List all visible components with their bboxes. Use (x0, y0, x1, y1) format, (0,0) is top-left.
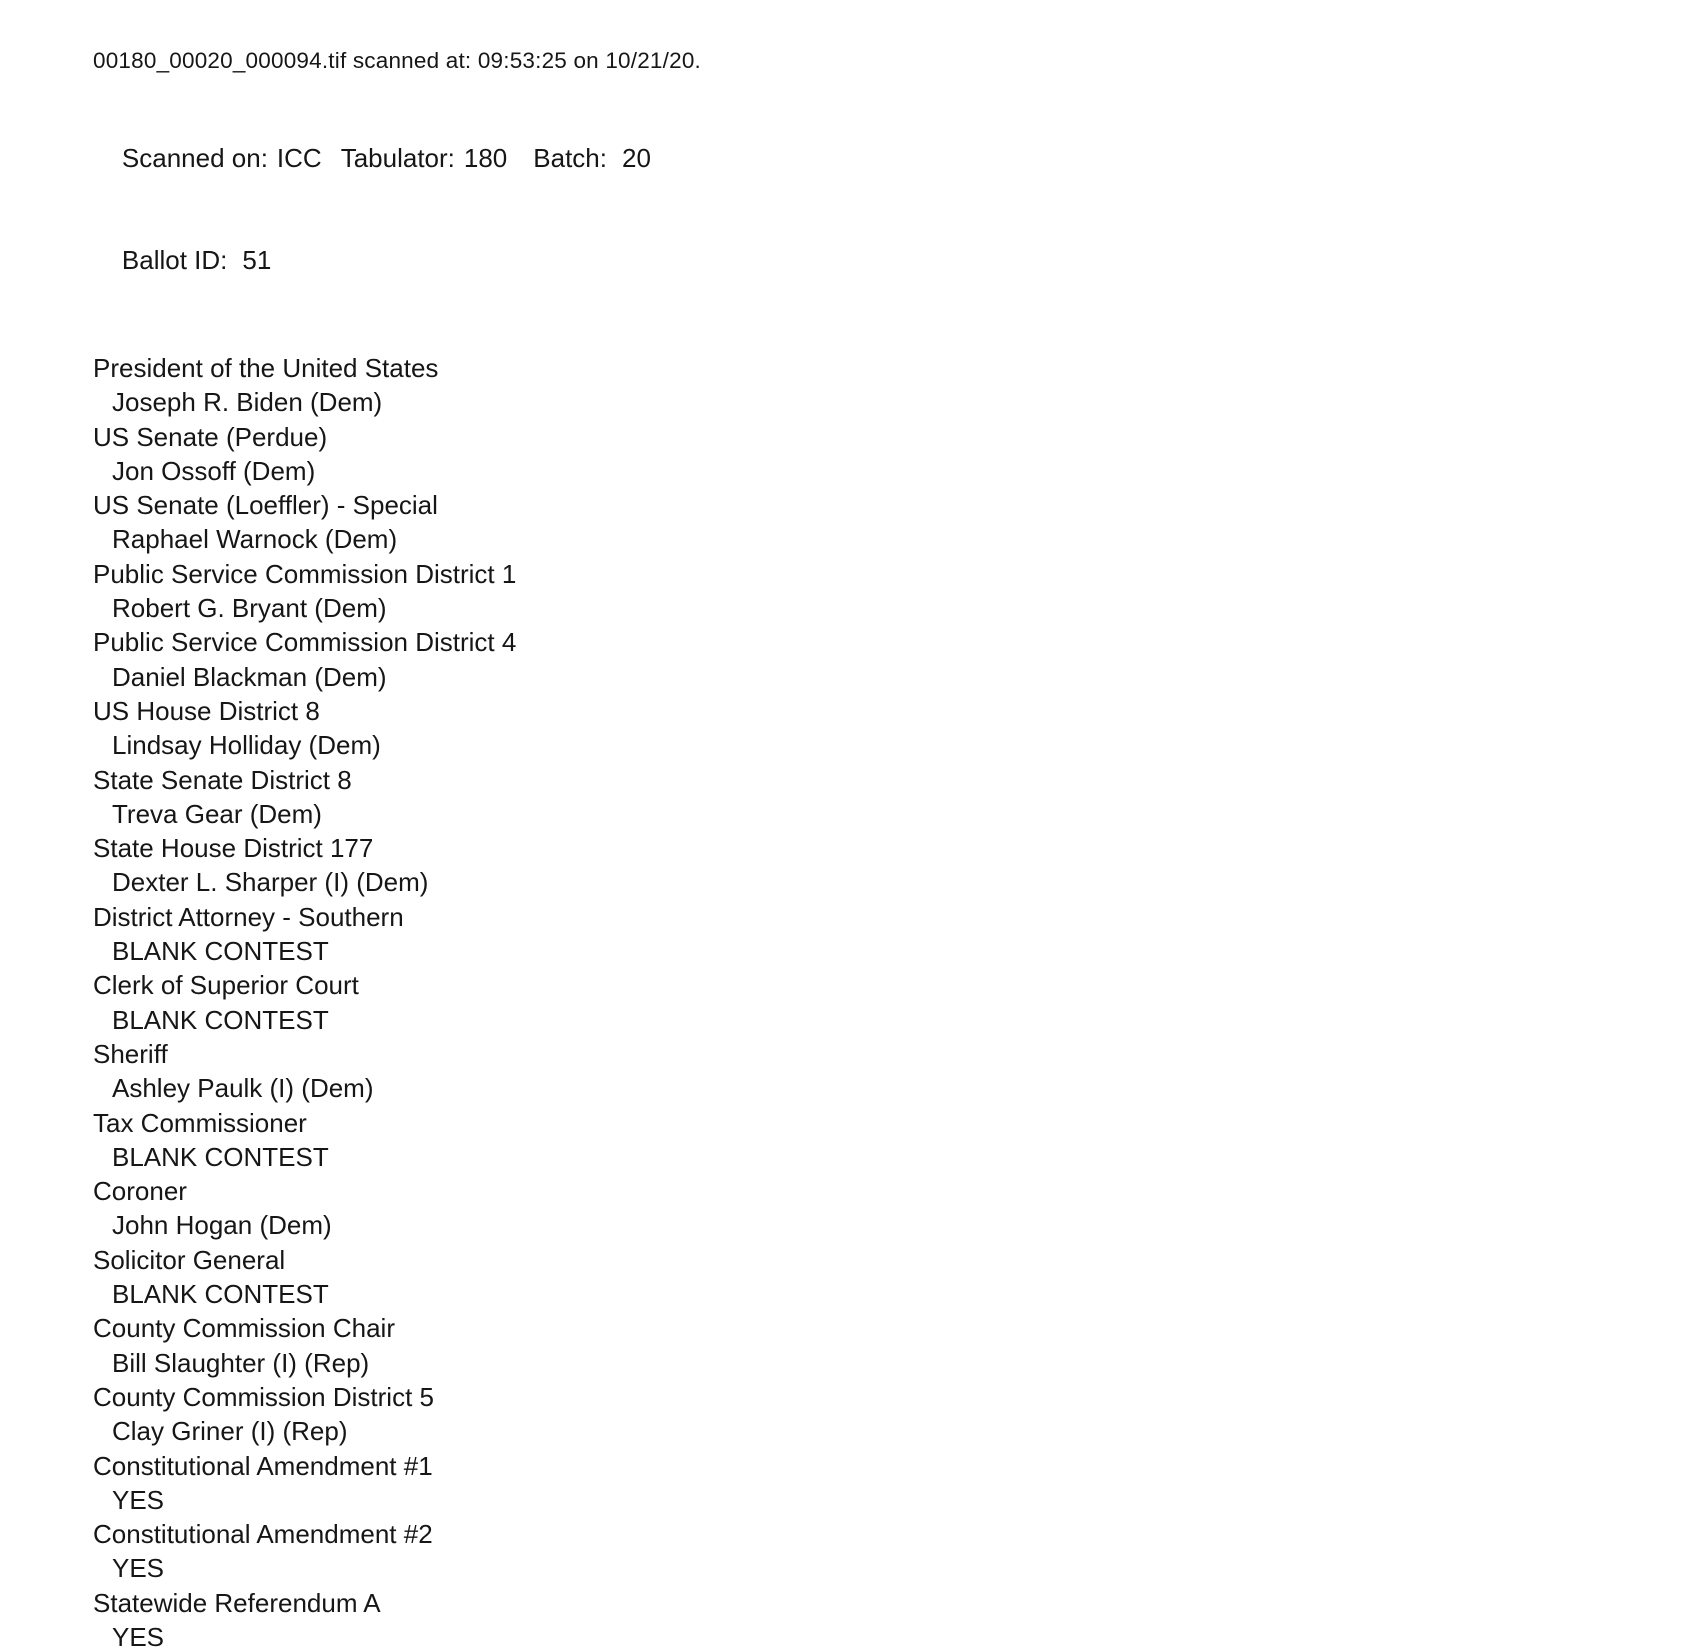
contest-office: District Attorney - Southern (93, 901, 404, 932)
tabulator-value: 180 (463, 143, 508, 173)
contest-selection: YES (112, 1553, 165, 1584)
contest-office: Solicitor General (93, 1244, 286, 1275)
contest-selection: BLANK CONTEST (112, 1279, 329, 1310)
contest-office: County Commission Chair (93, 1313, 395, 1344)
contest-entry (93, 968, 1644, 1037)
batch-label: Batch: (533, 143, 607, 173)
batch-value: 20 (622, 143, 651, 173)
contest-entry (93, 1449, 1644, 1518)
contest-entry (93, 488, 1644, 557)
scanned-on-label: Scanned on: (121, 143, 268, 173)
contest-entry (93, 557, 1644, 626)
contest-entry (93, 625, 1644, 694)
contest-office: Constitutional Amendment #1 (93, 1450, 433, 1481)
contest-selection: John Hogan (Dem) (112, 1210, 332, 1241)
contest-selection: BLANK CONTEST (112, 936, 329, 967)
contest-office: Tax Commissioner (93, 1107, 307, 1138)
contest-office: State House District 177 (93, 833, 374, 864)
contest-entry (93, 1380, 1644, 1449)
contest-selection: Dexter L. Sharper (I) (Dem) (112, 867, 429, 898)
contest-entry (93, 1311, 1644, 1380)
contest-entry (93, 1106, 1644, 1175)
contest-list (93, 351, 1644, 1648)
contest-entry (93, 694, 1644, 763)
contest-office: State Senate District 8 (93, 764, 352, 795)
contest-selection: YES (112, 1621, 165, 1648)
tabulator-label: Tabulator: (340, 143, 455, 173)
contest-office: US Senate (Loeffler) - Special (93, 490, 438, 521)
contest-office: Public Service Commission District 1 (93, 558, 517, 589)
contest-entry (93, 1243, 1644, 1312)
contest-selection: Joseph R. Biden (Dem) (112, 387, 383, 418)
contest-entry (93, 763, 1644, 832)
ballot-id-label: Ballot ID: (121, 245, 228, 275)
contest-office: Clerk of Superior Court (93, 970, 359, 1001)
contest-entry (93, 420, 1644, 489)
contest-selection: BLANK CONTEST (112, 1004, 329, 1035)
contest-selection: BLANK CONTEST (112, 1141, 329, 1172)
contest-office: Sheriff (93, 1038, 168, 1069)
contest-selection: Treva Gear (Dem) (112, 798, 322, 829)
contest-selection: Robert G. Bryant (Dem) (112, 593, 387, 624)
contest-office: US Senate (Perdue) (93, 421, 328, 452)
contest-entry (93, 1037, 1644, 1106)
scan-filename-line: 00180_00020_000094.tif scanned at: 09:53:25 on 10/21/20. (93, 48, 701, 73)
contest-office: Public Service Commission District 4 (93, 627, 517, 658)
contest-entry (93, 900, 1644, 969)
contest-office: President of the United States (93, 353, 439, 383)
contest-office: Statewide Referendum A (93, 1587, 381, 1618)
scanned-on-value: ICC (276, 143, 322, 173)
contest-selection: YES (112, 1484, 165, 1515)
contest-selection: Daniel Blackman (Dem) (112, 661, 387, 692)
contest-entry (93, 1174, 1644, 1243)
contest-entry (93, 1517, 1644, 1586)
contest-selection: Raphael Warnock (Dem) (112, 524, 398, 555)
contest-office: Constitutional Amendment #2 (93, 1519, 433, 1550)
contest-entry (93, 831, 1644, 900)
ballot-id-line (93, 209, 1644, 311)
contest-selection: Jon Ossoff (Dem) (112, 455, 316, 486)
contest-office: County Commission District 5 (93, 1381, 434, 1412)
contest-office: US House District 8 (93, 695, 320, 726)
contest-selection: Bill Slaughter (I) (Rep) (112, 1347, 370, 1378)
contest-selection: Ashley Paulk (I) (Dem) (112, 1073, 374, 1104)
contest-selection: Lindsay Holliday (Dem) (112, 730, 381, 761)
contest-selection: Clay Griner (I) (Rep) (112, 1416, 348, 1447)
scan-meta-line (93, 107, 1644, 209)
contest-office: Coroner (93, 1176, 187, 1207)
ballot-id-value: 51 (242, 245, 272, 275)
contest-entry (93, 1586, 1644, 1648)
contest-entry (93, 351, 1644, 420)
